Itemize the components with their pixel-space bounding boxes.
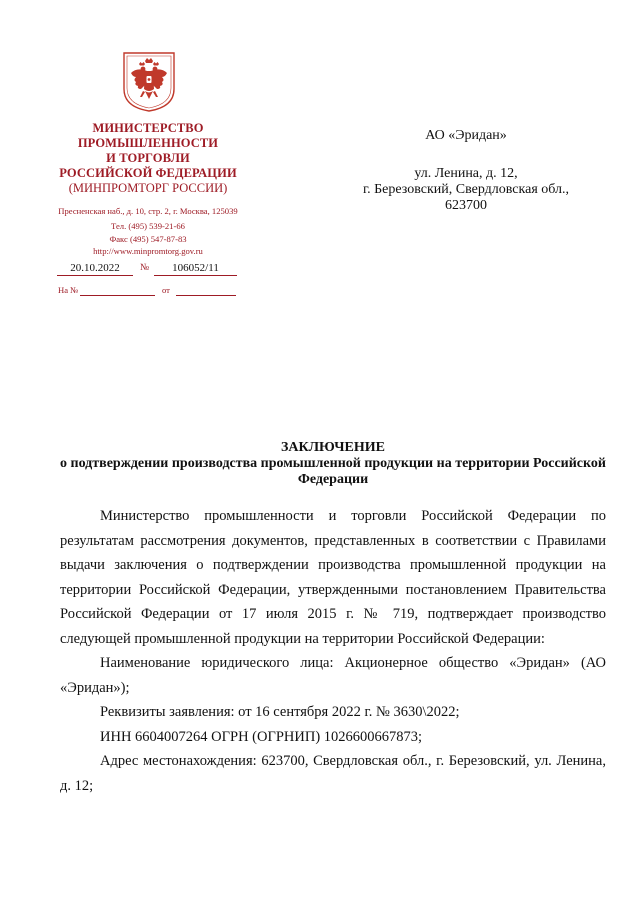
reference-date-line — [176, 295, 236, 296]
reference-from-label: от — [162, 285, 170, 295]
ministry-name-line: ПРОМЫШЛЕННОСТИ — [77, 136, 219, 150]
registration-number: 106052/11 — [154, 262, 237, 276]
ministry-name-line: МИНИСТЕРСТВО — [92, 121, 204, 135]
body-paragraph: Реквизиты заявления: от 16 сентября 2022 г. № 3630\2022; — [100, 704, 460, 720]
document-body — [60, 504, 606, 798]
recipient-block — [336, 128, 596, 214]
ministry-name-line: РОССИЙСКОЙ ФЕДЕРАЦИИ — [59, 166, 237, 180]
registration-row — [57, 262, 247, 276]
reference-row — [58, 285, 248, 297]
ministry-contacts — [40, 205, 256, 258]
document-title: ЗАКЛЮЧЕНИЕ — [280, 440, 386, 455]
body-paragraph: Адрес местонахождения: 623700, Свердловская обл., г. Березовский, ул. Ленина, д. 12; — [60, 753, 606, 794]
ministry-phone: Тел. (495) 539-21-66 — [111, 221, 185, 232]
coat-of-arms-emblem — [121, 51, 177, 113]
recipient-postcode: 623700 — [445, 198, 487, 213]
body-paragraph: ИНН 6604007264 ОГРН (ОГРНИП) 1026600667873; — [100, 728, 423, 745]
recipient-city: г. Березовский, Свердловская обл., — [362, 182, 570, 197]
recipient-street: ул. Ленина, д. 12, — [414, 166, 518, 181]
registration-number-label: № — [140, 263, 150, 273]
body-paragraph: Наименование юридического лица: Акционерное общество «Эридан» (АО «Эридан»); — [60, 655, 606, 696]
reference-number-line — [80, 295, 155, 296]
reference-label: На № — [58, 285, 79, 295]
ministry-fax: Факс (495) 547-87-83 — [109, 233, 187, 244]
ministry-address: Пресненская наб., д. 10, стр. 2, г. Москва, 125039 — [58, 206, 238, 216]
registration-date: 20.10.2022 — [57, 262, 133, 276]
ministry-name-block — [40, 121, 256, 196]
document-title-block — [60, 440, 606, 488]
body-paragraph: Министерство промышленности и торговли Российской Федерации по результатам рассмотрения документов, представленных в соответствии с Правилами выдачи заключения о подтверждении производства промышленной продукции на территории Российской Федерации, утвержденными постановлением Правительства Российской Федерации от 17 июля 2015 г. № 719, подтверждает производство следующей промышленной продукции на территории Российской Федерации: — [60, 508, 606, 647]
recipient-org: АО «Эридан» — [425, 128, 507, 143]
ministry-name-line: И ТОРГОВЛИ — [106, 151, 190, 165]
ministry-website: http://www.minpromtorg.gov.ru — [93, 246, 203, 257]
document-subtitle: о подтверждении производства промышленной продукции на территории Российской Федерации — [60, 456, 606, 487]
ministry-abbreviation: (МИНПРОМТОРГ РОССИИ) — [68, 181, 228, 195]
